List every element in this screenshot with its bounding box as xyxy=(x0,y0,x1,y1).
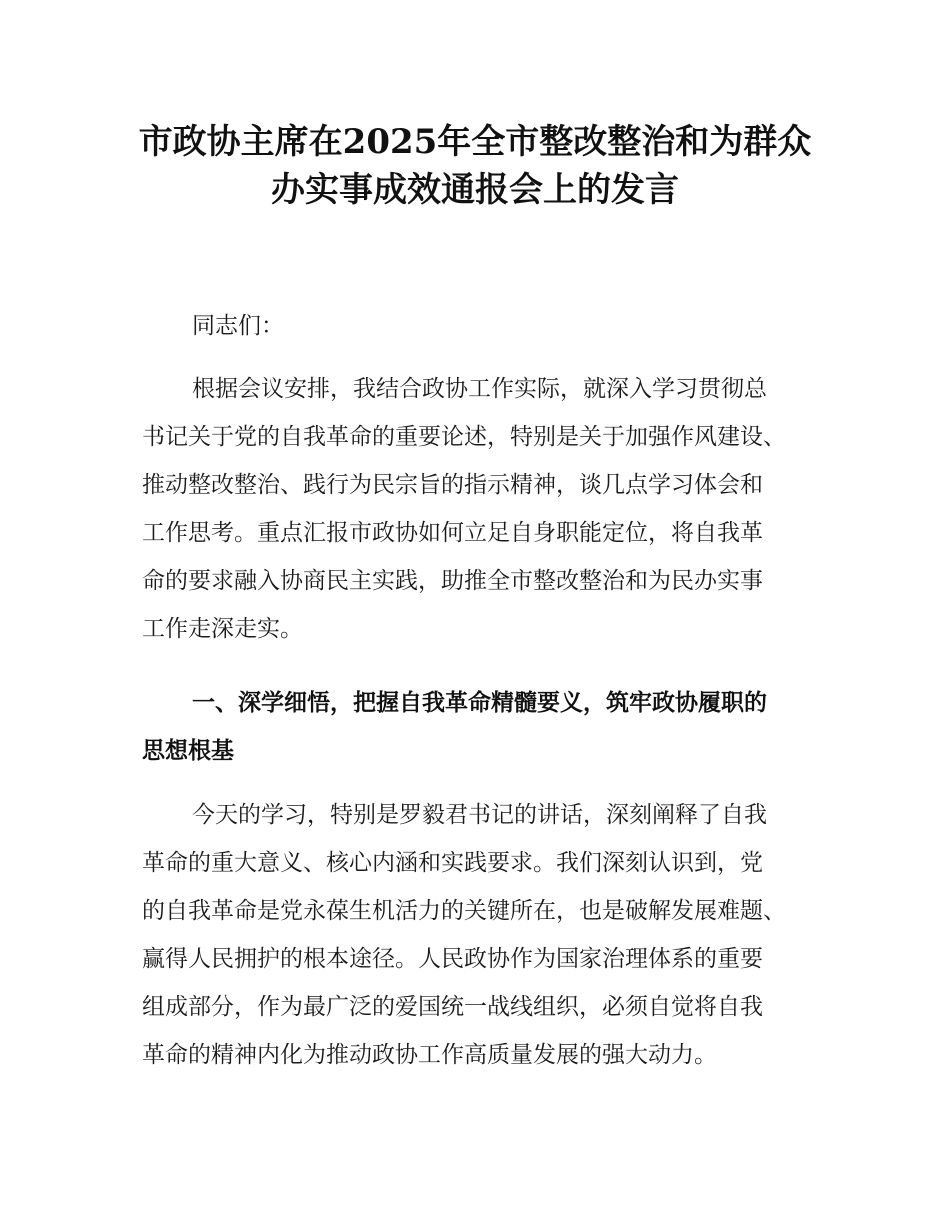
greeting xyxy=(142,302,818,350)
paragraph-line: 革命的重大意义、核心内涵和实践要求。我们深刻认识到，党 xyxy=(142,850,763,876)
document-title-line-1: 市政协主席在2025年全市整改整治和为群众 xyxy=(138,122,812,162)
paragraph-line: 工作思考。重点汇报市政协如何立足自身职能定位，将自我革 xyxy=(142,520,763,546)
paragraph-line: 今天的学习，特别是罗毅君书记的讲话，深刻阐释了自我 xyxy=(192,802,767,828)
document-title-line-2: 办实事成效通报会上的发言 xyxy=(271,170,679,210)
paragraph-line: 书记关于党的自我革命的重要论述，特别是关于加强作风建设、 xyxy=(142,424,786,450)
section-heading-1 xyxy=(142,679,818,775)
paragraph-line: 的自我革命是党永葆生机活力的关键所在，也是破解发展难题、 xyxy=(142,898,786,924)
paragraph-line: 推动整改整治、践行为民宗旨的指示精神，谈几点学习体会和 xyxy=(142,472,763,498)
paragraph-line: 赢得人民拥护的根本途径。人民政协作为国家治理体系的重要 xyxy=(142,946,763,972)
paragraph-line: 工作走深走实。 xyxy=(142,616,303,642)
paragraph-section-1 xyxy=(142,791,818,1079)
section-heading-line: 一、深学细悟，把握自我革命精髓要义，筑牢政协履职的 xyxy=(192,690,767,716)
paragraph-line: 组成部分，作为最广泛的爱国统一战线组织，必须自觉将自我 xyxy=(142,994,763,1020)
paragraph-line: 根据会议安排，我结合政协工作实际，就深入学习贯彻总 xyxy=(192,376,767,402)
paragraph-line: 革命的精神内化为推动政协工作高质量发展的强大动力。 xyxy=(142,1042,717,1068)
paragraph-line: 命的要求融入协商民主实践，助推全市整改整治和为民办实事 xyxy=(142,568,763,594)
section-heading-line: 思想根基 xyxy=(142,738,234,764)
greeting-text: 同志们： xyxy=(192,313,284,339)
paragraph-intro xyxy=(142,365,818,653)
